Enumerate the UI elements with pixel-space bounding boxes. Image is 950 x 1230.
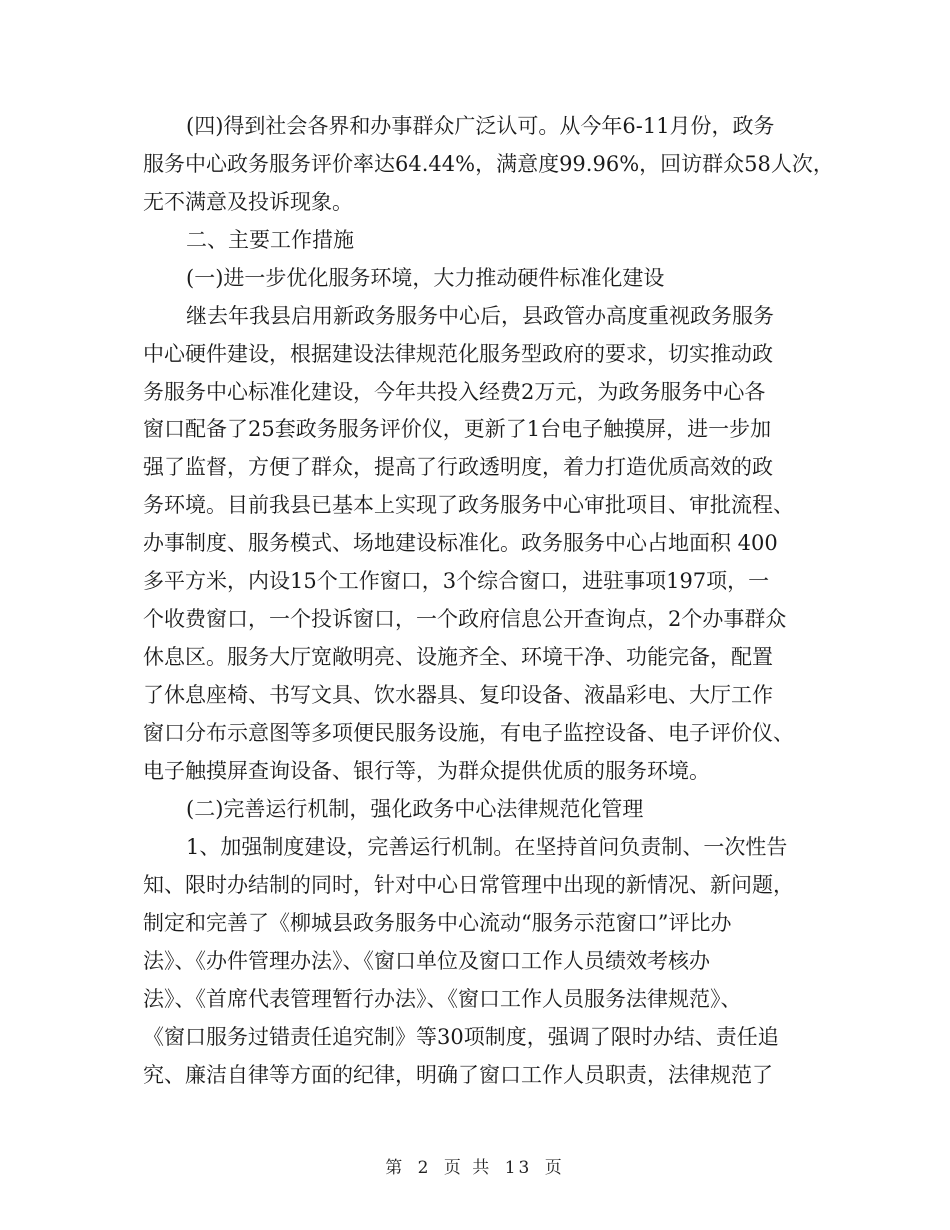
footer-total-pages: 13: [504, 1158, 533, 1178]
subsection-heading: (二)完善运行机制，强化政务中心法律规范化管理: [186, 797, 644, 821]
paragraph-line: 中心硬件建设，根据建设法律规范化服务型政府的要求，切实推动政: [143, 342, 773, 366]
section-heading: 二、主要工作措施: [186, 228, 354, 252]
subsection-heading: (一)进一步优化服务环境，大力推动硬件标准化建设: [186, 266, 665, 290]
footer-page-number: 2: [417, 1158, 432, 1178]
paragraph-line: 服务中心政务服务评价率达64.44%，满意度99.96%，回访群众58人次，: [143, 152, 834, 176]
page-footer: [0, 1153, 950, 1178]
paragraph-line: 强了监督，方便了群众，提高了行政透明度，着力打造优质高效的政: [143, 455, 773, 479]
footer-suffix: 页: [544, 1158, 565, 1178]
paragraph-line: 电子触摸屏查询设备、银行等，为群众提供优质的服务环境。: [143, 759, 710, 783]
paragraph-line: 多平方米，内设15个工作窗口，3个综合窗口，进驻事项197项，一: [143, 569, 770, 593]
paragraph-line: 窗口配备了25套政务服务评价仪，更新了1台电子触摸屏，进一步加: [143, 417, 772, 441]
paragraph-line: 制定和完善了《柳城县政务服务中心流动“服务示范窗口”评比办: [143, 911, 732, 935]
paragraph-line: 《窗口服务过错责任追究制》等30项制度，强调了限时办结、责任追: [143, 1025, 779, 1049]
paragraph-line: 法》、《首席代表管理暂行办法》、《窗口工作人员服务法律规范》、: [143, 987, 742, 1011]
paragraph-line: 务服务中心标准化建设，今年共投入经费2万元，为政务服务中心各: [143, 380, 766, 404]
paragraph-line: 窗口分布示意图等多项便民服务设施，有电子监控设备、电子评价仪、: [143, 721, 794, 745]
paragraph-line: 知、限时办结制的同时，针对中心日常管理中出现的新情况、新问题，: [143, 873, 794, 897]
paragraph-line: 休息区。服务大厅宽敞明亮、设施齐全、环境干净、功能完备，配置: [143, 645, 773, 669]
paragraph-line: 继去年我县启用新政务服务中心后，县政管办高度重视政务服务: [186, 304, 774, 328]
paragraph-line: 法》、《办件管理办法》、《窗口单位及窗口工作人员绩效考核办: [143, 949, 710, 973]
paragraph-line: 无不满意及投诉现象。: [143, 190, 353, 214]
footer-middle: 页 共: [443, 1158, 493, 1178]
paragraph-line: 办事制度、服务模式、场地建设标准化。政务服务中心占地面积 400: [143, 531, 778, 555]
paragraph-line: (四)得到社会各界和办事群众广泛认可。从今年6-11月份，政务: [186, 114, 775, 138]
paragraph-line: 了休息座椅、书写文具、饮水器具、复印设备、液晶彩电、大厅工作: [143, 683, 773, 707]
footer-prefix: 第: [385, 1158, 406, 1178]
paragraph-line: 务环境。目前我县已基本上实现了政务服务中心审批项目、审批流程、: [143, 493, 794, 517]
paragraph-line: 究、廉洁自律等方面的纪律，明确了窗口工作人员职责，法律规范了: [143, 1063, 773, 1087]
paragraph-line: 1、加强制度建设，完善运行机制。在坚持首问负责制、一次性告: [186, 835, 788, 859]
paragraph-line: 个收费窗口，一个投诉窗口，一个政府信息公开查询点，2个办事群众: [143, 607, 787, 631]
